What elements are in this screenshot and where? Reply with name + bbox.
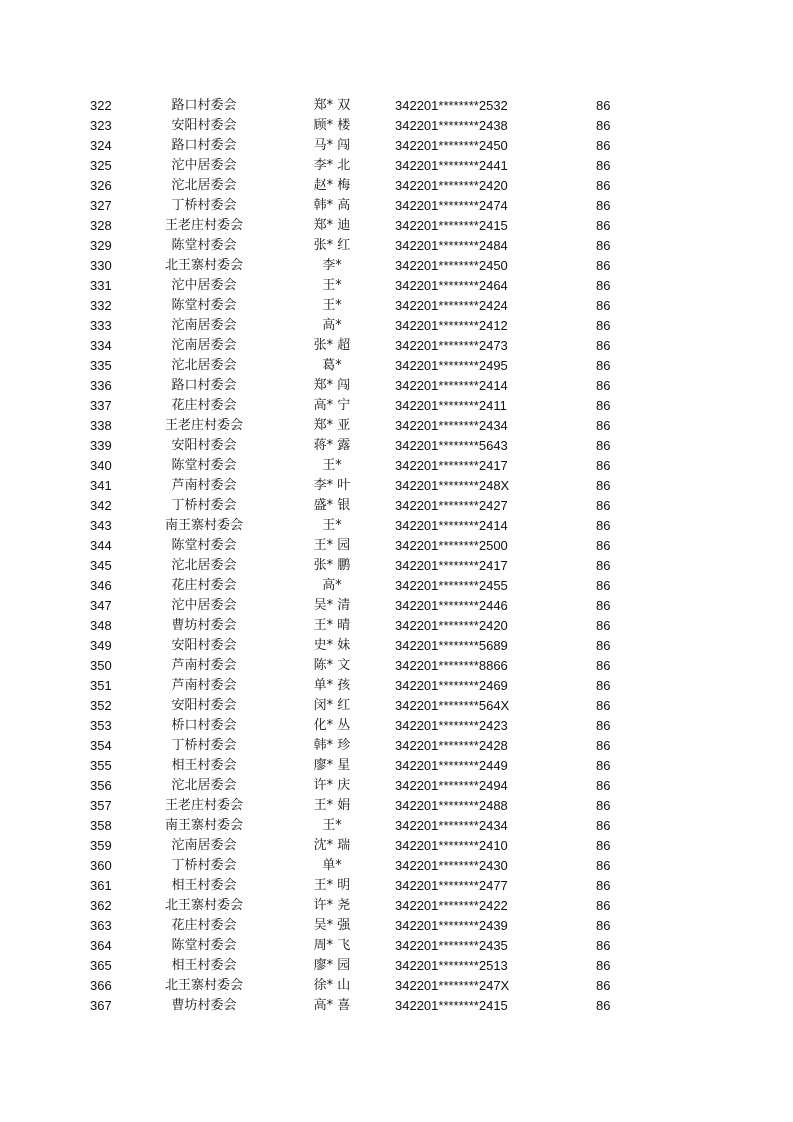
table-row xyxy=(0,376,793,396)
table-row xyxy=(0,976,793,996)
id-number: 342201********2427 xyxy=(395,498,508,513)
table-row xyxy=(0,396,793,416)
row-number: 335 xyxy=(90,358,112,373)
id-number: 342201********2450 xyxy=(395,258,508,273)
person-name: 盛* 银 xyxy=(313,498,351,513)
row-number: 344 xyxy=(90,538,112,553)
id-number: 342201********2423 xyxy=(395,718,508,733)
committee-name: 丁桥村委会 xyxy=(171,498,237,513)
id-number: 342201********2434 xyxy=(395,418,508,433)
row-number: 346 xyxy=(90,578,112,593)
committee-name: 花庄村委会 xyxy=(171,398,237,413)
row-number: 356 xyxy=(90,778,112,793)
committee-name: 丁桥村委会 xyxy=(171,738,237,753)
row-number: 359 xyxy=(90,838,112,853)
row-number: 341 xyxy=(90,478,112,493)
committee-name: 安阳村委会 xyxy=(171,698,237,713)
row-number: 354 xyxy=(90,738,112,753)
person-name: 吴* 强 xyxy=(313,918,351,933)
row-number: 338 xyxy=(90,418,112,433)
id-number: 342201********248X xyxy=(395,478,510,493)
table-row xyxy=(0,256,793,276)
committee-name: 花庄村委会 xyxy=(171,578,237,593)
person-name: 郑* 闯 xyxy=(313,378,351,393)
id-number: 342201********2434 xyxy=(395,818,508,833)
row-number: 339 xyxy=(90,438,112,453)
score-value: 86 xyxy=(596,218,611,233)
score-value: 86 xyxy=(596,798,611,813)
table-row xyxy=(0,836,793,856)
committee-name: 沱北居委会 xyxy=(171,358,237,373)
committee-name: 桥口村委会 xyxy=(171,718,237,733)
table-row xyxy=(0,296,793,316)
id-number: 342201********2439 xyxy=(395,918,508,933)
person-name: 顾* 楼 xyxy=(313,118,351,133)
committee-name: 丁桥村委会 xyxy=(171,198,237,213)
committee-name: 芦南村委会 xyxy=(171,478,237,493)
person-name: 高* 喜 xyxy=(313,998,351,1013)
committee-name: 曹坊村委会 xyxy=(171,618,237,633)
score-value: 86 xyxy=(596,838,611,853)
id-number: 342201********2488 xyxy=(395,798,508,813)
person-name: 王* xyxy=(322,298,342,313)
person-name: 李* 叶 xyxy=(313,478,351,493)
committee-name: 沱中居委会 xyxy=(171,158,237,173)
id-number: 342201********2441 xyxy=(395,158,508,173)
person-name: 张* 红 xyxy=(313,238,351,253)
committee-name: 路口村委会 xyxy=(171,138,237,153)
committee-name: 安阳村委会 xyxy=(171,438,237,453)
row-number: 330 xyxy=(90,258,112,273)
score-value: 86 xyxy=(596,238,611,253)
score-value: 86 xyxy=(596,938,611,953)
score-value: 86 xyxy=(596,978,611,993)
person-name: 廖* 园 xyxy=(313,958,351,973)
score-value: 86 xyxy=(596,898,611,913)
row-number: 347 xyxy=(90,598,112,613)
committee-name: 路口村委会 xyxy=(171,378,237,393)
person-name: 高* xyxy=(322,578,342,593)
committee-name: 花庄村委会 xyxy=(171,918,237,933)
committee-name: 南王寨村委会 xyxy=(164,818,243,833)
id-number: 342201********2430 xyxy=(395,858,508,873)
person-name: 沈* 瑞 xyxy=(313,838,351,853)
row-number: 351 xyxy=(90,678,112,693)
id-number: 342201********2464 xyxy=(395,278,508,293)
row-number: 343 xyxy=(90,518,112,533)
person-name: 王* xyxy=(322,278,342,293)
table-row xyxy=(0,456,793,476)
person-name: 王* 明 xyxy=(313,878,351,893)
score-value: 86 xyxy=(596,298,611,313)
committee-name: 陈堂村委会 xyxy=(171,538,237,553)
id-number: 342201********2494 xyxy=(395,778,508,793)
table-row xyxy=(0,556,793,576)
person-name: 高* 宁 xyxy=(313,398,351,413)
table-row xyxy=(0,996,793,1016)
person-name: 李* 北 xyxy=(313,158,351,173)
table-row xyxy=(0,656,793,676)
id-number: 342201********2495 xyxy=(395,358,508,373)
row-number: 329 xyxy=(90,238,112,253)
row-number: 328 xyxy=(90,218,112,233)
row-number: 362 xyxy=(90,898,112,913)
person-name: 徐* 山 xyxy=(313,978,351,993)
table-row xyxy=(0,536,793,556)
row-number: 358 xyxy=(90,818,112,833)
committee-name: 相王村委会 xyxy=(171,758,237,773)
id-number: 342201********564X xyxy=(395,698,510,713)
table-row xyxy=(0,576,793,596)
row-number: 348 xyxy=(90,618,112,633)
score-value: 86 xyxy=(596,698,611,713)
id-number: 342201********2449 xyxy=(395,758,508,773)
person-name: 许* 庆 xyxy=(313,778,351,793)
row-number: 337 xyxy=(90,398,112,413)
id-number: 342201********8866 xyxy=(395,658,508,673)
id-number: 342201********2446 xyxy=(395,598,508,613)
row-number: 363 xyxy=(90,918,112,933)
id-number: 342201********2532 xyxy=(395,98,508,113)
score-value: 86 xyxy=(596,558,611,573)
committee-name: 路口村委会 xyxy=(171,98,237,113)
id-number: 342201********2435 xyxy=(395,938,508,953)
committee-name: 沱南居委会 xyxy=(171,318,237,333)
table-row xyxy=(0,696,793,716)
score-value: 86 xyxy=(596,258,611,273)
row-number: 365 xyxy=(90,958,112,973)
person-name: 韩* 高 xyxy=(313,198,351,213)
committee-name: 王老庄村委会 xyxy=(164,418,243,433)
person-name: 高* xyxy=(322,318,342,333)
table-row xyxy=(0,956,793,976)
row-number: 323 xyxy=(90,118,112,133)
id-number: 342201********2450 xyxy=(395,138,508,153)
score-value: 86 xyxy=(596,778,611,793)
row-number: 333 xyxy=(90,318,112,333)
table-row xyxy=(0,616,793,636)
table-row xyxy=(0,476,793,496)
row-number: 325 xyxy=(90,158,112,173)
score-value: 86 xyxy=(596,678,611,693)
person-name: 王* xyxy=(322,458,342,473)
id-number: 342201********2415 xyxy=(395,218,508,233)
score-value: 86 xyxy=(596,878,611,893)
score-value: 86 xyxy=(596,818,611,833)
table-row xyxy=(0,336,793,356)
score-value: 86 xyxy=(596,658,611,673)
table-row xyxy=(0,316,793,336)
table-row xyxy=(0,736,793,756)
committee-name: 北王寨村委会 xyxy=(164,978,243,993)
table-row xyxy=(0,276,793,296)
id-number: 342201********2414 xyxy=(395,378,508,393)
score-value: 86 xyxy=(596,338,611,353)
person-name: 王* xyxy=(322,818,342,833)
row-number: 361 xyxy=(90,878,112,893)
committee-name: 曹坊村委会 xyxy=(171,998,237,1013)
id-number: 342201********2410 xyxy=(395,838,508,853)
person-name: 王* 娟 xyxy=(313,798,351,813)
table-row xyxy=(0,716,793,736)
committee-name: 芦南村委会 xyxy=(171,658,237,673)
score-value: 86 xyxy=(596,398,611,413)
table-row xyxy=(0,216,793,236)
row-number: 366 xyxy=(90,978,112,993)
table-row xyxy=(0,896,793,916)
id-number: 342201********2424 xyxy=(395,298,508,313)
score-value: 86 xyxy=(596,138,611,153)
table-row xyxy=(0,136,793,156)
person-name: 史* 妹 xyxy=(313,638,351,653)
id-number: 342201********2420 xyxy=(395,178,508,193)
table-row xyxy=(0,796,793,816)
table-row xyxy=(0,596,793,616)
table-row xyxy=(0,856,793,876)
score-value: 86 xyxy=(596,358,611,373)
person-name: 王* 园 xyxy=(313,538,351,553)
score-value: 86 xyxy=(596,618,611,633)
score-value: 86 xyxy=(596,178,611,193)
id-number: 342201********5689 xyxy=(395,638,508,653)
id-number: 342201********5643 xyxy=(395,438,508,453)
committee-name: 陈堂村委会 xyxy=(171,938,237,953)
id-number: 342201********2415 xyxy=(395,998,508,1013)
score-value: 86 xyxy=(596,498,611,513)
score-value: 86 xyxy=(596,758,611,773)
row-number: 322 xyxy=(90,98,112,113)
committee-name: 安阳村委会 xyxy=(171,638,237,653)
score-value: 86 xyxy=(596,318,611,333)
score-value: 86 xyxy=(596,538,611,553)
score-value: 86 xyxy=(596,418,611,433)
person-name: 许* 尧 xyxy=(313,898,351,913)
committee-name: 沱北居委会 xyxy=(171,778,237,793)
committee-name: 北王寨村委会 xyxy=(164,258,243,273)
committee-name: 王老庄村委会 xyxy=(164,798,243,813)
person-name: 郑* 迪 xyxy=(313,218,351,233)
row-number: 357 xyxy=(90,798,112,813)
committee-name: 陈堂村委会 xyxy=(171,238,237,253)
person-name: 韩* 珍 xyxy=(313,738,351,753)
table-row xyxy=(0,156,793,176)
person-name: 吴* 清 xyxy=(313,598,351,613)
table-row xyxy=(0,516,793,536)
person-name: 赵* 梅 xyxy=(313,178,351,193)
score-value: 86 xyxy=(596,518,611,533)
row-number: 324 xyxy=(90,138,112,153)
table-row xyxy=(0,196,793,216)
row-number: 327 xyxy=(90,198,112,213)
committee-name: 王老庄村委会 xyxy=(164,218,243,233)
person-name: 蒋* 露 xyxy=(313,438,351,453)
person-name: 张* 超 xyxy=(313,338,351,353)
row-number: 332 xyxy=(90,298,112,313)
id-number: 342201********2428 xyxy=(395,738,508,753)
score-value: 86 xyxy=(596,638,611,653)
score-value: 86 xyxy=(596,998,611,1013)
table-row xyxy=(0,776,793,796)
table-row xyxy=(0,356,793,376)
person-name: 陈* 文 xyxy=(313,658,351,673)
score-value: 86 xyxy=(596,958,611,973)
score-value: 86 xyxy=(596,918,611,933)
row-number: 326 xyxy=(90,178,112,193)
committee-name: 沱南居委会 xyxy=(171,838,237,853)
person-name: 郑* 亚 xyxy=(313,418,351,433)
person-name: 王* 晴 xyxy=(313,618,351,633)
id-number: 342201********2455 xyxy=(395,578,508,593)
score-value: 86 xyxy=(596,598,611,613)
table-row xyxy=(0,236,793,256)
table-row xyxy=(0,916,793,936)
score-value: 86 xyxy=(596,578,611,593)
id-number: 342201********2417 xyxy=(395,558,508,573)
person-name: 闵* 红 xyxy=(313,698,351,713)
score-value: 86 xyxy=(596,458,611,473)
person-name: 张* 鹏 xyxy=(313,558,351,573)
committee-name: 沱中居委会 xyxy=(171,598,237,613)
person-name: 单* 孩 xyxy=(313,678,351,693)
row-number: 345 xyxy=(90,558,112,573)
row-number: 353 xyxy=(90,718,112,733)
id-number: 342201********2477 xyxy=(395,878,508,893)
score-value: 86 xyxy=(596,858,611,873)
score-value: 86 xyxy=(596,118,611,133)
table-row xyxy=(0,636,793,656)
table-row xyxy=(0,876,793,896)
committee-name: 相王村委会 xyxy=(171,878,237,893)
table-row xyxy=(0,176,793,196)
score-value: 86 xyxy=(596,438,611,453)
id-number: 342201********247X xyxy=(395,978,510,993)
id-number: 342201********2417 xyxy=(395,458,508,473)
person-name: 李* xyxy=(322,258,342,273)
score-value: 86 xyxy=(596,718,611,733)
table-row xyxy=(0,756,793,776)
id-number: 342201********2513 xyxy=(395,958,508,973)
id-number: 342201********2469 xyxy=(395,678,508,693)
committee-name: 陈堂村委会 xyxy=(171,458,237,473)
committee-name: 陈堂村委会 xyxy=(171,298,237,313)
score-value: 86 xyxy=(596,478,611,493)
table-row xyxy=(0,416,793,436)
committee-name: 芦南村委会 xyxy=(171,678,237,693)
score-value: 86 xyxy=(596,158,611,173)
row-number: 331 xyxy=(90,278,112,293)
row-number: 352 xyxy=(90,698,112,713)
id-number: 342201********2474 xyxy=(395,198,508,213)
score-value: 86 xyxy=(596,738,611,753)
row-number: 334 xyxy=(90,338,112,353)
committee-name: 沱南居委会 xyxy=(171,338,237,353)
table-row xyxy=(0,676,793,696)
row-number: 336 xyxy=(90,378,112,393)
person-name: 葛* xyxy=(322,358,342,373)
row-number: 342 xyxy=(90,498,112,513)
id-number: 342201********2420 xyxy=(395,618,508,633)
committee-name: 沱北居委会 xyxy=(171,558,237,573)
person-name: 郑* 双 xyxy=(313,98,351,113)
committee-name: 北王寨村委会 xyxy=(164,898,243,913)
score-value: 86 xyxy=(596,198,611,213)
row-number: 364 xyxy=(90,938,112,953)
id-number: 342201********2500 xyxy=(395,538,508,553)
person-name: 马* 闯 xyxy=(313,138,351,153)
id-number: 342201********2473 xyxy=(395,338,508,353)
committee-name: 相王村委会 xyxy=(171,958,237,973)
committee-name: 沱北居委会 xyxy=(171,178,237,193)
table-row xyxy=(0,116,793,136)
table-row xyxy=(0,496,793,516)
committee-name: 南王寨村委会 xyxy=(164,518,243,533)
id-number: 342201********2438 xyxy=(395,118,508,133)
score-value: 86 xyxy=(596,378,611,393)
row-number: 340 xyxy=(90,458,112,473)
committee-name: 安阳村委会 xyxy=(171,118,237,133)
table-row xyxy=(0,936,793,956)
committee-name: 沱中居委会 xyxy=(171,278,237,293)
id-number: 342201********2412 xyxy=(395,318,508,333)
row-number: 349 xyxy=(90,638,112,653)
committee-name: 丁桥村委会 xyxy=(171,858,237,873)
score-value: 86 xyxy=(596,98,611,113)
id-number: 342201********2411 xyxy=(395,398,507,413)
person-name: 廖* 星 xyxy=(313,758,351,773)
id-number: 342201********2414 xyxy=(395,518,508,533)
row-number: 367 xyxy=(90,998,112,1013)
score-value: 86 xyxy=(596,278,611,293)
row-number: 360 xyxy=(90,858,112,873)
roster-table xyxy=(0,96,793,1016)
table-row xyxy=(0,816,793,836)
table-row xyxy=(0,96,793,116)
person-name: 周* 飞 xyxy=(313,938,351,953)
table-row xyxy=(0,436,793,456)
person-name: 单* xyxy=(322,858,342,873)
row-number: 355 xyxy=(90,758,112,773)
person-name: 王* xyxy=(322,518,342,533)
row-number: 350 xyxy=(90,658,112,673)
id-number: 342201********2484 xyxy=(395,238,508,253)
person-name: 化* 丛 xyxy=(313,718,351,733)
id-number: 342201********2422 xyxy=(395,898,508,913)
